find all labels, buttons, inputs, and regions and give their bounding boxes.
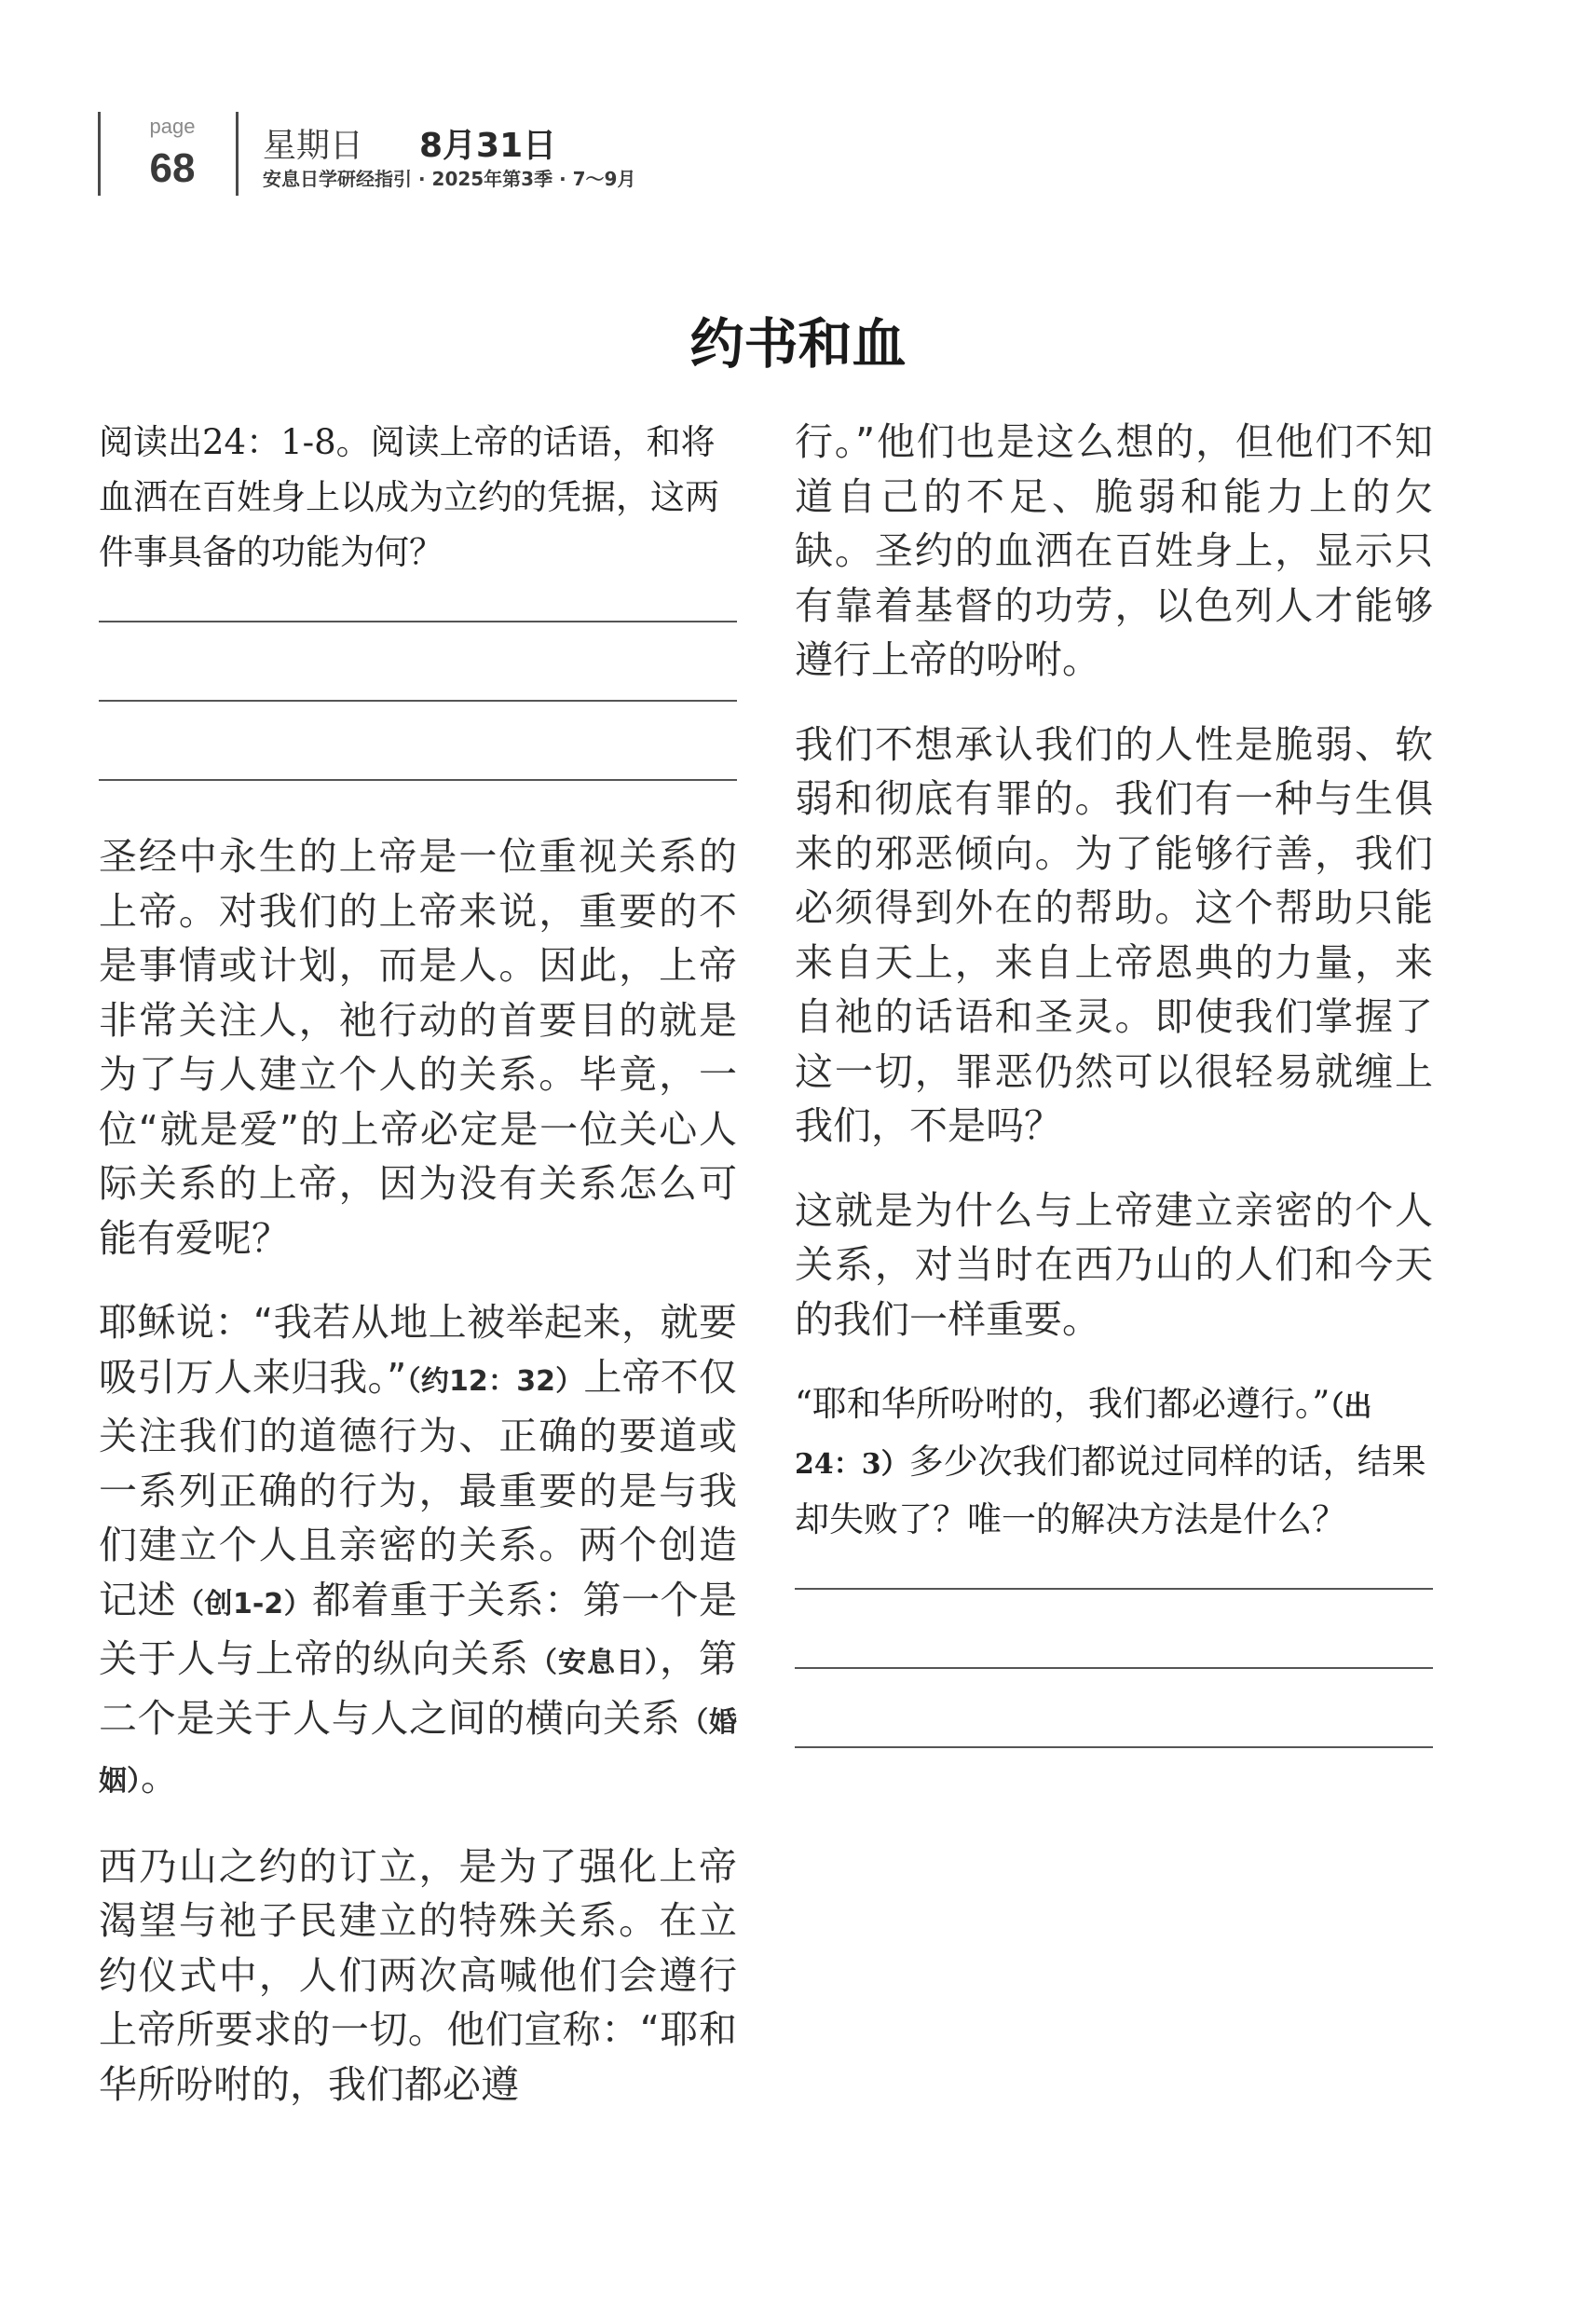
lesson-title: 约书和血 bbox=[689, 312, 907, 376]
page-header bbox=[98, 112, 936, 205]
answer-line bbox=[99, 779, 737, 781]
paragraph: 这就是为什么与上帝建立亲密的个人关系，对当时在西乃山的人们和今天的我们一样重要。 bbox=[795, 1187, 1433, 1342]
page-number: 68 bbox=[149, 145, 196, 191]
answer-line bbox=[795, 1588, 1433, 1590]
text-span: 上帝不仅关注我们的道德行为、正确的要道或一系列正确的行为，最重要的是与我们建立个人且亲密的关系。两个创造记述 bbox=[99, 1354, 738, 1622]
answer-line bbox=[795, 1667, 1433, 1669]
publication-subtitle: 安息日学研经指引 · 2025年第3季 · 7～9月 bbox=[263, 168, 636, 190]
scripture-reference: （出24：3） bbox=[795, 1390, 1372, 1481]
study-question bbox=[795, 1376, 1433, 1547]
paragraph: 圣经中永生的上帝是一位重视关系的上帝。对我们的上帝来说，重要的不是事情或计划，而是人。因此，上帝非常关注人，祂行动的首要目的就是为了与人建立个人的关系。毕竟，一位“就是爱”的上帝必定是一位关心人际关系的上帝，因为没有关系怎么可能有爱呢？ bbox=[99, 834, 737, 1261]
scripture-reference: （创1-2） bbox=[175, 1587, 313, 1620]
left-column bbox=[99, 415, 737, 2141]
paragraph: 行。”他们也是这么想的，但他们不知道自己的不足、脆弱和能力上的欠缺。圣约的血洒在百姓身上，显示只有靠着基督的功劳，以色列人才能够遵行上帝的吩咐。 bbox=[795, 419, 1433, 682]
answer-line bbox=[795, 1746, 1433, 1748]
paragraph: 我们不想承认我们的人性是脆弱、软弱和彻底有罪的。我们有一种与生俱来的邪恶倾向。为了能够行善，我们必须得到外在的帮助。这个帮助只能来自天上，来自上帝恩典的力量，来自祂的话语和圣灵。即使我们掌握了这一切，罪恶仍然可以很轻易就缠上我们，不是吗？ bbox=[795, 721, 1433, 1148]
weekday: 星期日 bbox=[263, 127, 364, 165]
header-divider-right bbox=[236, 112, 239, 196]
page-label: page bbox=[149, 115, 196, 138]
paragraph bbox=[99, 1295, 737, 1810]
header-divider-left bbox=[98, 112, 101, 196]
answer-lines bbox=[99, 621, 737, 781]
text-span: “耶和华所吩咐的，我们都必遵行。” bbox=[795, 1384, 1330, 1424]
study-question: 阅读出24：1-8。阅读上帝的话语，和将血洒在百姓身上以成为立约的凭据，这两件事具备的功能为何？ bbox=[99, 422, 719, 572]
date: 8月31日 bbox=[419, 127, 557, 165]
answer-line bbox=[99, 700, 737, 702]
text-span: 都着重于关系：第一个是关于人与上帝的纵向关系 bbox=[99, 1577, 738, 1681]
text-span: 多少次我们都说过同样的话，结果却失败了？唯一的解决方法是什么？ bbox=[795, 1442, 1426, 1539]
text-span: ，第二个是关于人与人之间的横向关系 bbox=[99, 1636, 737, 1741]
reference-note: （安息日） bbox=[529, 1647, 660, 1679]
scripture-reference: （约12：32） bbox=[406, 1364, 584, 1398]
reference-note: （婚姻） bbox=[99, 1705, 737, 1798]
answer-line bbox=[99, 621, 737, 622]
paragraph: 西乃山之约的订立，是为了强化上帝渴望与祂子民建立的特殊关系。在立约仪式中，人们两次高喊他们会遵行上帝所要求的一切。他们宣称：“耶和华所吩咐的，我们都必遵 bbox=[99, 1843, 737, 2107]
right-column bbox=[795, 415, 1433, 1797]
answer-lines bbox=[795, 1588, 1433, 1748]
text-span: 耶稣说：“我若从地上被举起来，就要吸引万人来归我。” bbox=[99, 1300, 737, 1400]
text-span: 。 bbox=[141, 1755, 179, 1799]
